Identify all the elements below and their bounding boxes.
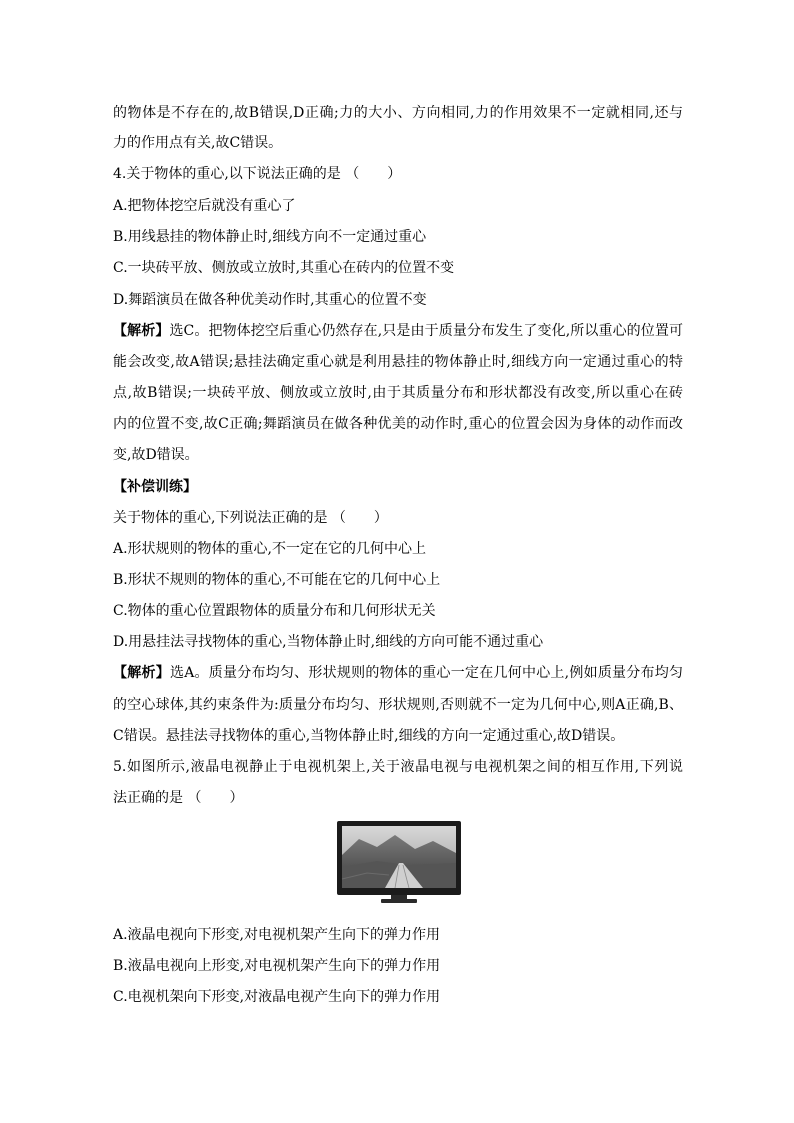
- analysis-text: 选C。把物体挖空后重心仍然存在,只是由于质量分布发生了变化,所以重心的位置可: [169, 323, 683, 339]
- question-5-stem: 法正确的是 （ ）: [113, 790, 244, 806]
- supplement-option-c: C.物体的重心位置跟物体的质量分布和几何形状无关: [113, 603, 436, 619]
- analysis-line: [113, 321, 683, 341]
- analysis-line: 的空心球体,其约束条件为:质量分布均匀、形状规则,否则就不一定为几何中心,则A正确,B、: [113, 697, 683, 713]
- question-5-option-b: B.液晶电视向上形变,对电视机架产生向下的弹力作用: [113, 958, 441, 974]
- question-4-option-c: C.一块砖平放、侧放或立放时,其重心在砖内的位置不变: [113, 260, 455, 276]
- question-4-stem: 4.关于物体的重心,以下说法正确的是 （ ）: [113, 166, 402, 182]
- analysis-line: 变,故D错误。: [113, 447, 199, 463]
- analysis-line: 能会改变,故A错误;悬挂法确定重心就是利用悬挂的物体静止时,细线方向一定通过重心的特: [113, 354, 683, 370]
- supplement-heading: 【补偿训练】: [113, 479, 197, 495]
- analysis-line: 内的位置不变,故C正确;舞蹈演员在做各种优美的动作时,重心的位置会因为身体的动作而改: [113, 416, 683, 432]
- question-4-option-d: D.舞蹈演员在做各种优美动作时,其重心的位置不变: [113, 292, 427, 308]
- analysis-line: C错误。悬挂法寻找物体的重心,当物体静止时,细线的方向一定通过重心,故D错误。: [113, 728, 625, 744]
- question-5-option-a: A.液晶电视向下形变,对电视机架产生向下的弹力作用: [113, 927, 441, 943]
- analysis-text: 选A。质量分布均匀、形状规则的物体的重心一定在几何中心上,例如质量分布均匀: [169, 665, 684, 681]
- analysis-line: 点,故B错误;一块砖平放、侧放或立放时,由于其质量分布和形状都没有改变,所以重心在砖: [113, 385, 683, 401]
- question-4-option-b: B.用线悬挂的物体静止时,细线方向不一定通过重心: [113, 229, 427, 245]
- text-line: 的物体是不存在的,故B错误,D正确;力的大小、方向相同,力的作用效果不一定就相同,还与: [113, 105, 683, 121]
- supplement-option-a: A.形状规则的物体的重心,不一定在它的几何中心上: [113, 541, 427, 557]
- question-5-stem: 5.如图所示,液晶电视静止于电视机架上,关于液晶电视与电视机架之间的相互作用,下列说: [113, 759, 683, 775]
- tv-image: [337, 821, 461, 905]
- text-line: 力的作用点有关,故C错误。: [113, 135, 283, 151]
- analysis-line: [113, 663, 683, 683]
- supplement-option-b: B.形状不规则的物体的重心,不可能在它的几何中心上: [113, 572, 441, 588]
- question-4-option-a: A.把物体挖空后就没有重心了: [113, 198, 296, 214]
- analysis-tag: 【解析】: [113, 665, 170, 681]
- analysis-tag: 【解析】: [113, 323, 170, 339]
- question-5-option-c: C.电视机架向下形变,对液晶电视产生向下的弹力作用: [113, 989, 441, 1005]
- supplement-option-d: D.用悬挂法寻找物体的重心,当物体静止时,细线的方向可能不通过重心: [113, 634, 544, 650]
- supplement-stem: 关于物体的重心,下列说法正确的是 （ ）: [113, 510, 388, 526]
